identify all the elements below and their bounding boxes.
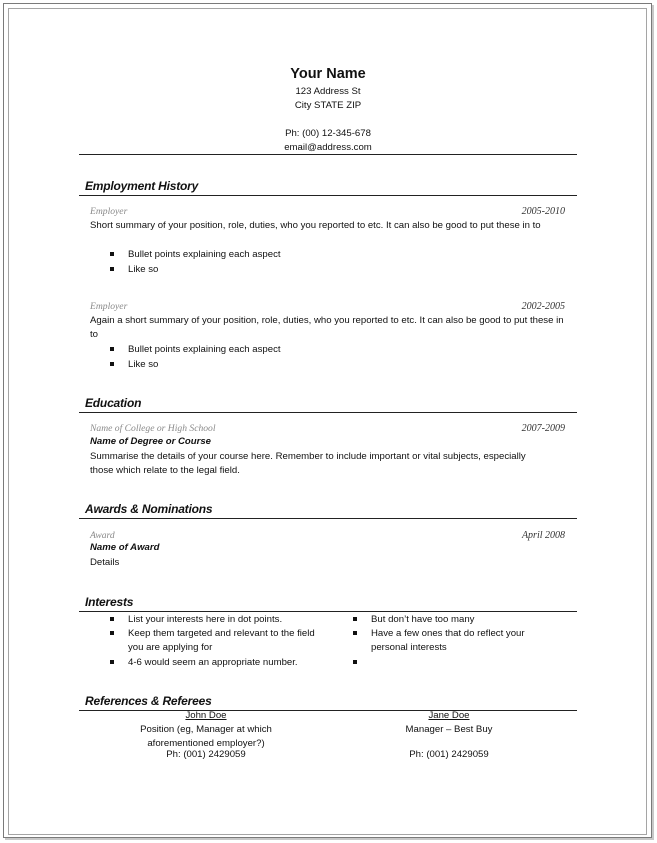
reference-1-phone: Ph: (001) 2429059 <box>166 749 246 760</box>
resume-name: Your Name <box>290 66 366 82</box>
section-title-employment: Employment History <box>85 179 199 193</box>
reference-2-name: Jane Doe <box>428 710 470 721</box>
reference-1-position: Position (eg, Manager at which aforementioned employer?) <box>140 724 272 749</box>
bullet-dot <box>110 660 114 664</box>
reference-1-name: John Doe <box>185 710 227 721</box>
interest-right-text: Have a few ones that do reflect your personal interests <box>371 628 525 653</box>
section-title-references: References & Referees <box>85 694 212 708</box>
section-rule-interests <box>79 611 577 612</box>
interest-left-text: List your interests here in dot points. <box>128 614 283 625</box>
job-2-summary: Again a short summary of your position, role, duties, who you reported to etc. It can also be good to put these in to <box>90 315 564 340</box>
reference-2-phone: Ph: (001) 2429059 <box>409 749 489 760</box>
section-rule-education <box>79 412 577 413</box>
bullet-dot <box>110 362 114 366</box>
education-school: Name of College or High School <box>90 423 216 434</box>
interest-left-text: Keep them targeted and relevant to the field you are applying for <box>128 628 315 653</box>
section-rule-awards <box>79 518 577 519</box>
award-label: Award <box>90 530 115 541</box>
job-2-employer: Employer <box>90 301 128 312</box>
section-title-education: Education <box>85 396 142 410</box>
job-1-bullet-text: Like so <box>128 264 159 275</box>
reference-2-position: Manager – Best Buy <box>405 724 493 735</box>
section-rule-employment <box>79 195 577 196</box>
phone-line: Ph: (00) 12-345-678 <box>285 128 371 139</box>
interest-left-text: 4-6 would seem an appropriate number. <box>128 657 298 668</box>
section-title-awards: Awards & Nominations <box>85 502 213 516</box>
bullet-dot <box>353 660 357 664</box>
email-line: email@address.com <box>284 142 372 153</box>
address-line-2: City STATE ZIP <box>294 100 362 111</box>
award-date: April 2008 <box>521 530 565 541</box>
bullet-dot <box>110 617 114 621</box>
education-details: Summarise the details of your course here. Remember to include important or vital subjects, especially those which relate to the legal field. <box>90 451 526 476</box>
job-1-bullet-text: Bullet points explaining each aspect <box>128 249 281 260</box>
award-name: Name of Award <box>90 542 160 553</box>
award-details: Details <box>90 557 120 568</box>
bullet-dot <box>353 631 357 635</box>
bullet-dot <box>110 631 114 635</box>
header-divider <box>79 154 577 155</box>
education-dates: 2007-2009 <box>521 423 565 434</box>
job-2-bullet-text: Bullet points explaining each aspect <box>128 344 281 355</box>
job-2-dates: 2002-2005 <box>521 301 565 312</box>
bullet-dot <box>110 252 114 256</box>
job-1-dates: 2005-2010 <box>521 206 565 217</box>
bullet-dot <box>110 267 114 271</box>
job-1-summary: Short summary of your position, role, duties, who you reported to etc. It can also be good to put these in to <box>90 220 541 231</box>
address-line-1: 123 Address St <box>295 86 361 97</box>
interest-right-text: But don’t have too many <box>371 614 475 625</box>
section-title-interests: Interests <box>85 595 134 609</box>
bullet-dot <box>110 347 114 351</box>
education-degree: Name of Degree or Course <box>90 436 212 447</box>
job-1-employer: Employer <box>90 206 128 217</box>
bullet-dot <box>353 617 357 621</box>
job-2-bullet-text: Like so <box>128 359 159 370</box>
